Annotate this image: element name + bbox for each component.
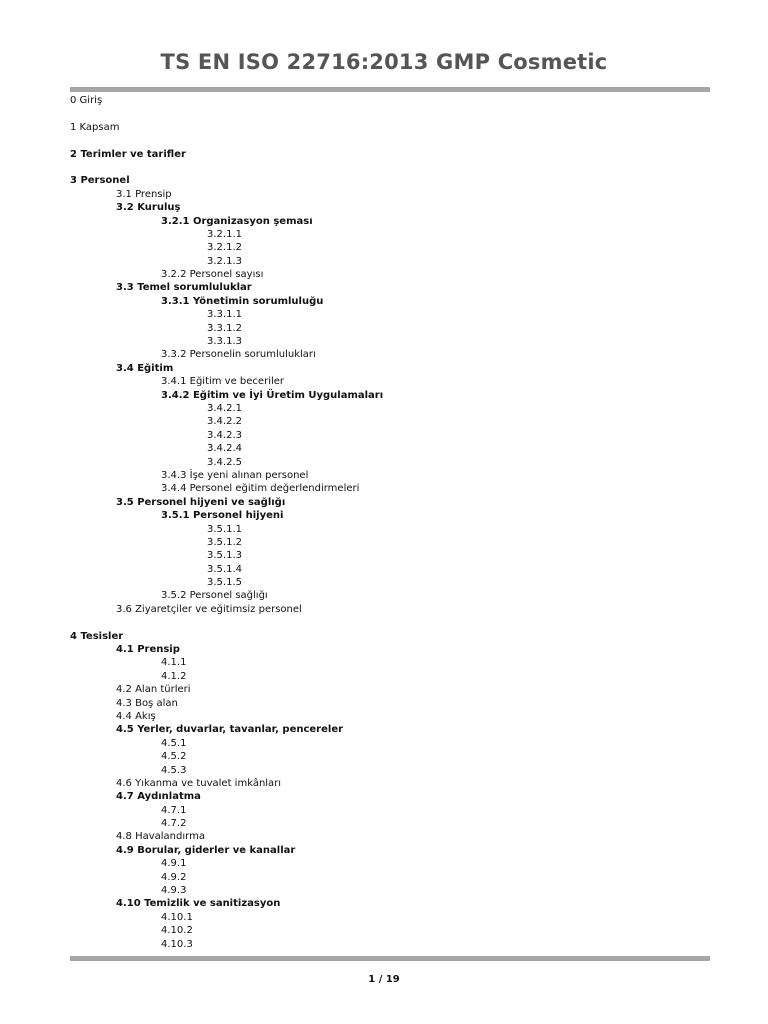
- toc-entry: 3.5.1.1: [207, 523, 242, 535]
- toc-entry: 3.4.2.4: [207, 443, 242, 455]
- toc-entry: 4.10.3: [161, 938, 193, 950]
- toc-entry: 3.2 Kuruluş: [116, 202, 181, 214]
- toc-entry: 3.4.2.1: [207, 402, 242, 414]
- toc-entry: 4.7 Aydınlatma: [116, 791, 201, 803]
- page-number: 1 / 19: [368, 974, 400, 985]
- toc-entry: 3.2.1.3: [207, 255, 242, 267]
- toc-entry: 4.4 Akış: [116, 710, 156, 722]
- toc-entry: 4.3 Boş alan: [116, 697, 178, 709]
- toc-entry: 3.2.2 Personel sayısı: [161, 269, 264, 281]
- toc-entry: 4.5.3: [161, 764, 187, 776]
- toc-entry: 4.7.1: [161, 804, 187, 816]
- toc-entry: 3.5.1.3: [207, 550, 242, 562]
- toc-entry: 3.5.1.5: [207, 577, 242, 589]
- toc-entry: 3.4.2.3: [207, 429, 242, 441]
- table-of-contents: [70, 94, 710, 951]
- toc-entry: 3.5 Personel hijyeni ve sağlığı: [116, 496, 286, 508]
- toc-entry: 4.10 Temizlik ve sanitizasyon: [116, 898, 281, 910]
- toc-entry: 0 Giriş: [70, 95, 103, 106]
- toc-entry: 3.5.1.4: [207, 563, 242, 575]
- toc-entry: 3.4.2.5: [207, 456, 242, 468]
- toc-entry: 4.8 Havalandırma: [116, 831, 205, 843]
- toc-entry: 3.1 Prensip: [116, 188, 172, 200]
- toc-entry: 3.3.1.3: [207, 336, 242, 348]
- toc-entry: 4.5 Yerler, duvarlar, tavanlar, pencereler: [116, 724, 344, 736]
- toc-spacer: [70, 107, 710, 120]
- toc-entry: 4.1.1: [161, 657, 187, 669]
- toc-entry: 3 Personel: [70, 175, 130, 187]
- toc-entry: 3.2.1.2: [207, 242, 242, 254]
- toc-entry: 4.5.2: [161, 751, 187, 763]
- toc-entry: 3.6 Ziyaretçiler ve eğitimsiz personel: [116, 603, 302, 615]
- toc-entry: 4.9.2: [161, 871, 187, 883]
- toc-entry: 4.2 Alan türleri: [116, 684, 191, 696]
- toc-entry: 4.9.3: [161, 885, 187, 897]
- toc-entry: 4.1 Prensip: [116, 644, 180, 656]
- toc-entry: 4.7.2: [161, 818, 187, 830]
- toc-entry: 4 Tesisler: [70, 630, 124, 642]
- toc-entry: 3.3.1.2: [207, 322, 242, 334]
- toc-entry: 2 Terimler ve tarifler: [70, 148, 186, 160]
- toc-entry: 1 Kapsam: [70, 121, 120, 133]
- toc-entry: 3.5.1 Personel hijyeni: [161, 510, 284, 522]
- toc-entry: 4.10.2: [161, 925, 193, 937]
- toc-entry: 3.2.1.1: [207, 228, 242, 240]
- toc-entry: 4.5.1: [161, 737, 187, 749]
- toc-spacer: [70, 134, 710, 147]
- toc-entry: 3.5.1.2: [207, 536, 242, 548]
- toc-entry: 3.3.2 Personelin sorumlulukları: [161, 349, 316, 361]
- toc-entry: 3.4 Eğitim: [116, 362, 174, 374]
- toc-entry: 3.4.2 Eğitim ve İyi Üretim Uygulamaları: [161, 389, 384, 401]
- toc-entry: 3.4.4 Personel eğitim değerlendirmeleri: [161, 483, 360, 495]
- toc-entry: 3.3 Temel sorumluluklar: [116, 282, 252, 294]
- toc-entry: 4.1.2: [161, 670, 187, 682]
- toc-entry: 4.6 Yıkanma ve tuvalet imkânları: [116, 777, 282, 789]
- toc-entry: 4.10.1: [161, 911, 193, 923]
- header-divider: [70, 87, 710, 92]
- document-title: TS EN ISO 22716:2013 GMP Cosmetic: [160, 50, 608, 74]
- toc-entry: 3.4.1 Eğitim ve beceriler: [161, 376, 285, 388]
- toc-entry: 3.4.2.2: [207, 416, 242, 428]
- toc-spacer: [70, 616, 710, 629]
- toc-entry: 3.3.1 Yönetimin sorumluluğu: [161, 295, 324, 307]
- toc-entry: 3.4.3 İşe yeni alınan personel: [161, 469, 309, 481]
- footer-divider: [70, 956, 710, 961]
- toc-spacer: [70, 161, 710, 174]
- toc-entry: 4.9.1: [161, 858, 187, 870]
- toc-entry: 4.9 Borular, giderler ve kanallar: [116, 844, 296, 856]
- toc-entry: 3.5.2 Personel sağlığı: [161, 590, 268, 602]
- toc-entry: 3.3.1.1: [207, 309, 242, 321]
- toc-entry: 3.2.1 Organizasyon şeması: [161, 215, 313, 227]
